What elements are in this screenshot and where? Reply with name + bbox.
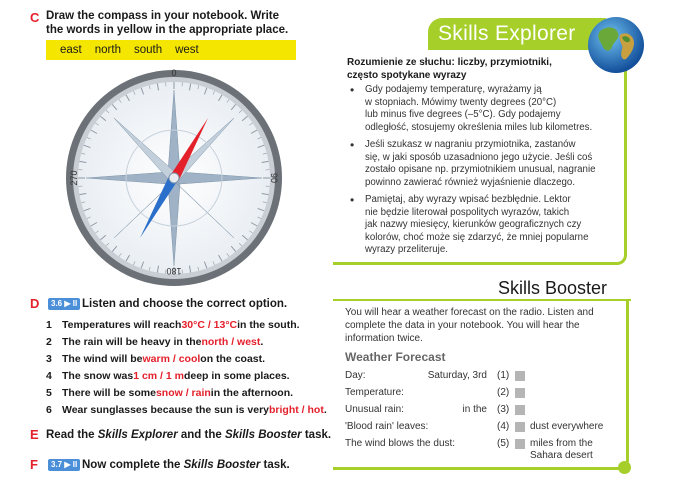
table-row: Temperature: (2) <box>345 385 620 402</box>
list-item: • Gdy podajemy temperaturę, wyrażamy ją w stopniach. Mówimy twenty degrees (20°C) lub minus five degrees (–5°C). Gdy podajemy odległość, stosujemy określenia miles lub kilometres. <box>350 83 593 133</box>
word-south: south <box>133 44 163 56</box>
exercise-c-instruction-line2: the words in yellow in the appropriate place. <box>46 24 289 36</box>
skills-booster-intro: You will hear a weather forecast on the radio. Listen and complete the data in your notebook. You will hear the information twice. <box>345 307 594 344</box>
answer-blank[interactable] <box>515 388 525 398</box>
skills-explorer-tab <box>428 18 606 50</box>
answer-blank[interactable] <box>515 422 525 432</box>
list-item: 1 Temperatures will reach 30°C / 13°C in the south. <box>46 318 300 331</box>
exercise-d-instruction: Listen and choose the correct option. <box>82 298 288 310</box>
skills-explorer-title: Skills Explorer <box>438 22 576 45</box>
list-item: 5 There will be some snow / rain in the afternoon. <box>46 386 294 399</box>
degree-label-180: 180 <box>166 266 182 276</box>
exercise-f-instruction: Now complete the Skills Booster task. <box>82 459 290 471</box>
option-choice[interactable]: north / west <box>201 335 261 348</box>
word-east: east <box>60 44 82 56</box>
list-item: 4 The snow was 1 cm / 1 m deep in some places. <box>46 369 290 382</box>
list-item: 3 The wind will be warm / cool on the coast. <box>46 352 266 365</box>
table-row: 'Blood rain' leaves: (4) dust everywhere <box>345 421 604 432</box>
skills-explorer-list <box>350 84 618 262</box>
list-item: 2 The rain will be heavy in the north / west . <box>46 335 264 348</box>
exercise-d-letter: D <box>30 296 40 311</box>
audio-track-badge[interactable]: 3.6 ▶ II <box>48 298 80 310</box>
degree-label-0: 0 <box>171 68 177 78</box>
option-choice[interactable]: warm / cool <box>142 352 201 365</box>
yellow-word-bar <box>46 40 296 60</box>
answer-blank[interactable] <box>515 371 525 381</box>
exercise-e-instruction: Read the Skills Explorer and the Skills Booster task. <box>46 429 332 441</box>
table-row: Day: Saturday, 3rd (1) <box>345 368 620 385</box>
word-west: west <box>175 44 199 56</box>
exercise-d-items <box>46 316 346 418</box>
skills-booster-divider <box>333 299 631 301</box>
list-item: • Pamiętaj, aby wyrazy wpisać bezbłędnie. Lektor nie będzie literował pospolitych wyrazów, takich jak nazwy miesięcy, kierunków geograficznych czy kolorów, choć może się zdarzyć, że mniej popularne wyrazy przeliteruje. <box>350 193 589 255</box>
list-item: 6 Wear sunglasses because the sun is very bright / hot . <box>46 403 327 416</box>
answer-blank[interactable] <box>515 405 525 415</box>
exercise-f-letter: F <box>30 457 38 472</box>
table-row: The wind blows the dust: (5) miles from the Sahara desert <box>345 438 593 461</box>
skills-booster-title: Skills Booster <box>498 278 608 298</box>
option-choice[interactable]: 30°C / 13°C <box>181 318 238 331</box>
skills-explorer-heading: Rozumienie ze słuchu: liczby, przymiotniki, często spotykane wyrazy <box>347 57 552 81</box>
corner-dot <box>618 461 631 474</box>
list-item: • Jeśli szukasz w nagraniu przymiotnika, zastanów się, w jaki sposób uzasadniono jego użycie. Jeśli coś zostało opisane np. przymiotnikiem unusual, nagranie powinno zawierać również wyjaśnienie dlaczego. <box>350 138 596 188</box>
compass-illustration <box>64 68 284 288</box>
option-choice[interactable]: bright / hot <box>269 403 324 416</box>
degree-label-270: 270 <box>69 170 79 186</box>
degree-label-90: 90 <box>269 172 279 184</box>
option-choice[interactable]: 1 cm / 1 m <box>133 369 184 382</box>
answer-blank[interactable] <box>515 439 525 449</box>
compass-pivot <box>169 173 179 183</box>
table-row: Unusual rain: in the (3) <box>345 402 620 419</box>
word-north: north <box>94 44 121 56</box>
weather-forecast-table <box>345 368 620 461</box>
exercise-c-instruction-line1: Draw the compass in your notebook. Write <box>46 10 280 22</box>
weather-forecast-title: Weather Forecast <box>345 350 446 364</box>
option-choice[interactable]: snow / rain <box>155 386 211 399</box>
globe-icon <box>586 15 646 75</box>
audio-track-badge[interactable]: 3.7 ▶ II <box>48 459 80 471</box>
exercise-e-letter: E <box>30 427 39 442</box>
exercise-c-letter: C <box>30 10 40 25</box>
